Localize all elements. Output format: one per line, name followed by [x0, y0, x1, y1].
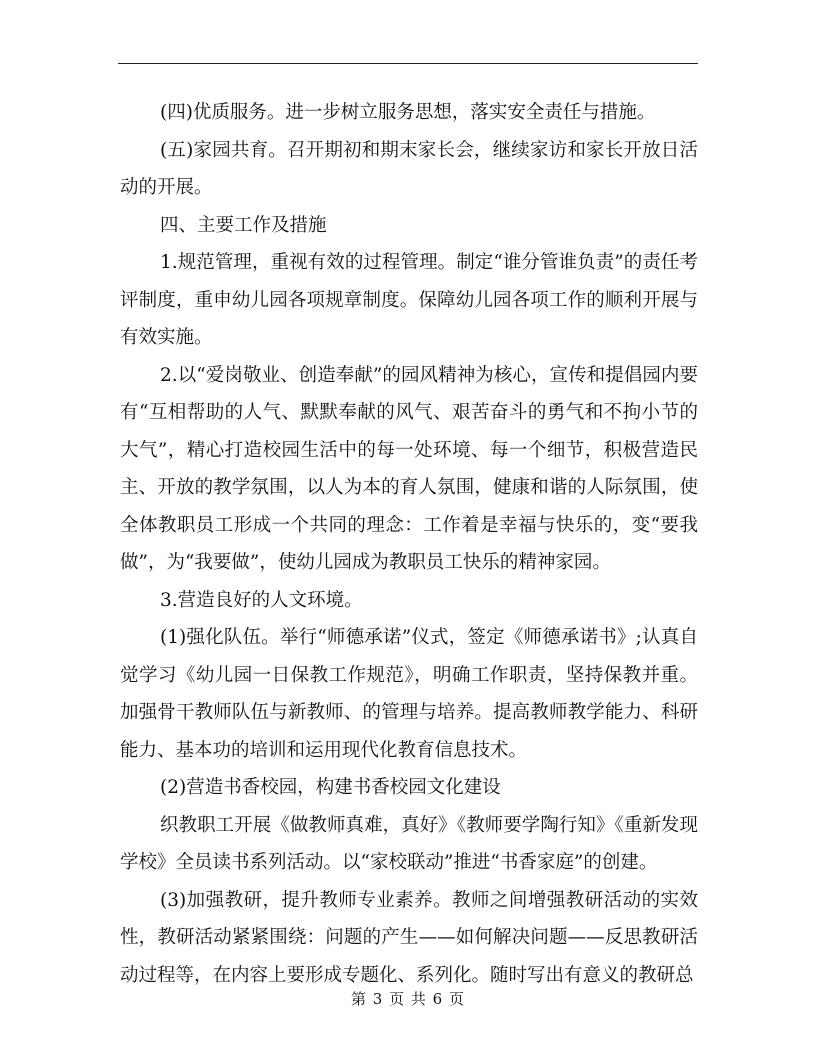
- paragraph: 2.以“爱岗敬业、创造奉献”的园风精神为核心，宣传和提倡园内要有“互相帮助的人气、默默奉献的风气、艰苦奋斗的勇气和不拘小节的大气”，精心打造校园生活中的每一处环境、每一个细节，积极营造民主、开放的教学氛围，以人为本的育人氛围，健康和谐的人际氛围，使全体教职员工形成一个共同的理念：工作着是幸福与快乐的，变“要我做”，为“我要做”，使幼儿园成为教职员工快乐的精神家园。: [120, 364, 698, 573]
- section-heading: 四、主要工作及措施: [160, 214, 327, 236]
- document-body: [120, 94, 698, 994]
- header-rule: [118, 63, 698, 64]
- page-number-footer: 第 3 页 共 6 页: [351, 990, 465, 1008]
- paragraph: (3)加强教研，提升教师专业素养。教师之间增强教研活动的实效性，教研活动紧紧围绕：问题的产生——如何解决问题——反思教研活动过程等，在内容上要形成专题化、系列化。随时写出有意义的教研总: [120, 889, 698, 986]
- paragraph: 3.营造良好的人文环境。: [160, 589, 363, 611]
- paragraph: (1)强化队伍。举行“师德承诺”仪式，签定《师德承诺书》;认真自觉学习《幼儿园一日保教工作规范》，明确工作职责，坚持保教并重。加强骨干教师队伍与新教师、的管理与培养。提高教师教学能力、科研能力、基本功的培训和运用现代化教育信息技术。: [120, 627, 698, 761]
- paragraph: (四)优质服务。进一步树立服务思想，落实安全责任与措施。: [160, 102, 656, 123]
- paragraph: 织教职工开展《做教师真难，真好》《教师要学陶行知》《重新发现学校》全员读书系列活动。以“家校联动”推进“书香家庭”的创建。: [120, 814, 698, 873]
- paragraph: (五)家园共育。召开期初和期末家长会，继续家访和家长开放日活动的开展。: [120, 139, 698, 198]
- paragraph: (2)营造书香校园，构建书香校园文化建设: [160, 777, 501, 798]
- paragraph: 1.规范管理，重视有效的过程管理。制定“谁分管谁负责”的责任考评制度，重申幼儿园各项规章制度。保障幼儿园各项工作的顺利开展与有效实施。: [120, 252, 698, 348]
